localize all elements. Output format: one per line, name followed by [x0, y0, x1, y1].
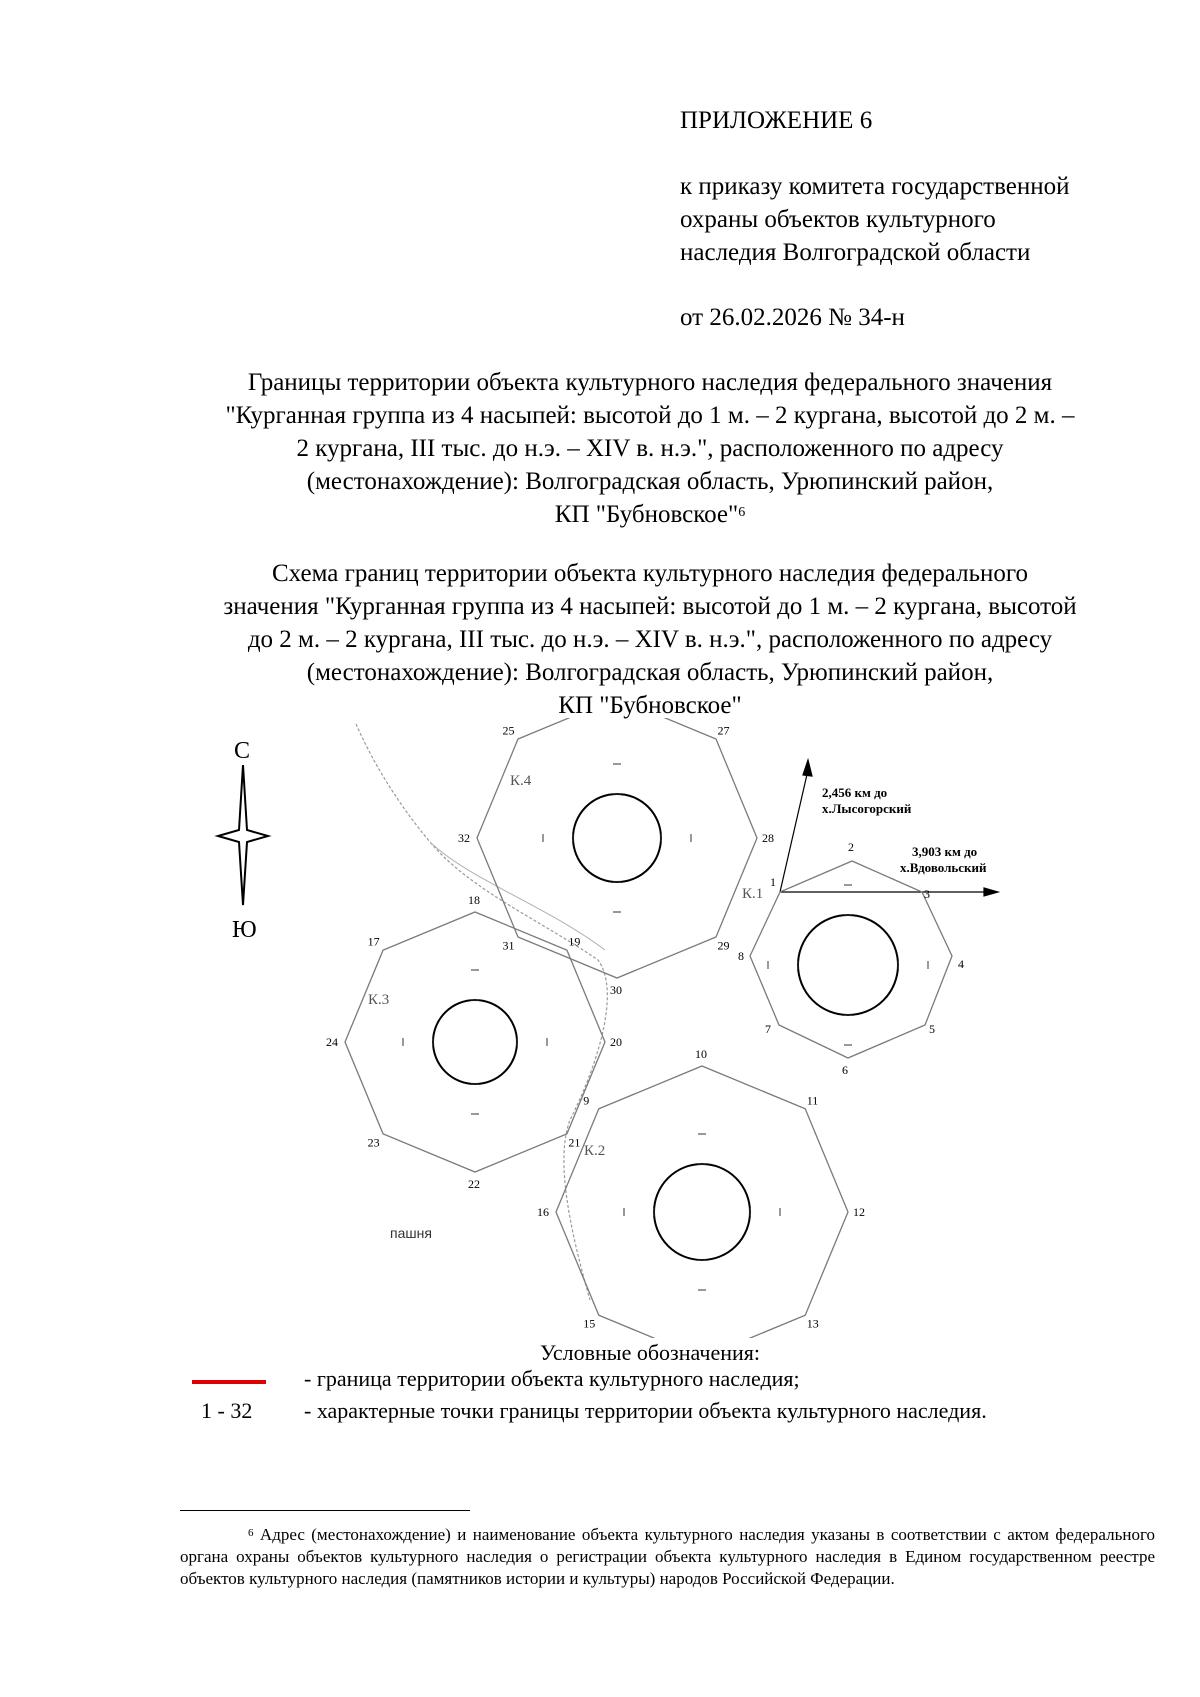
boundary-point-label: 2: [848, 840, 854, 854]
boundary-point-label: 12: [853, 1205, 865, 1219]
kurgan-3: [326, 893, 622, 1191]
direction-place-label: х.Лысогорский: [822, 801, 912, 816]
legend-points-symbol: 1 - 32: [201, 1398, 253, 1423]
boundary-point-label: 15: [583, 1316, 596, 1331]
boundary-point-label: 4: [958, 957, 964, 971]
boundary-point-label: 3: [924, 887, 930, 901]
boundary-point-label: 24: [326, 1035, 338, 1049]
scheme-title-line: (местонахождение): Волгоградская область, Урюпинский район,: [306, 659, 994, 686]
kurgan-boundary: [556, 1066, 848, 1338]
order-line: к приказу комитета государственной: [680, 173, 1070, 200]
title-line: КП "Бубновское": [554, 501, 739, 528]
order-line: наследия Волгоградской области: [680, 239, 1031, 266]
compass-north-label: С: [234, 738, 251, 764]
title-last-line: [150, 498, 1150, 531]
footnote-reference: 6: [738, 505, 746, 520]
boundary-point-label: 8: [738, 949, 744, 963]
kurgan-4: [458, 718, 774, 997]
legend-points-text: - характерные точки границы территории объекта культурного наследия.: [304, 1398, 987, 1423]
direction-arrows: [780, 760, 998, 896]
boundary-point-label: 20: [610, 1035, 622, 1049]
boundary-point-label: 13: [806, 1316, 819, 1331]
scheme-title-line: до 2 м. – 2 кургана, III тыс. до н.э. – XIV в. н.э.", расположенного по адресу: [247, 626, 1053, 653]
boundary-scheme-map: [190, 718, 1090, 1338]
boundary-point-label: 16: [537, 1205, 549, 1219]
kurgan-label: К.4: [510, 773, 532, 789]
footnote-text: Адрес (местонахождение) и наименование объекта культурного наследия указаны в соответствии с актом федерального органа охраны объектов культурного наследия о регистрации объекта культурного наследия в Едином государственном реестре объектов культурного наследия (памятников истории и культуры) народов Российской Федерации.: [180, 1525, 1155, 1588]
boundary-point-label: 1: [770, 875, 776, 889]
boundary-point-label: 25: [502, 723, 515, 738]
boundary-point-label: 6: [842, 1063, 848, 1077]
legend-boundary-swatch: [192, 1380, 266, 1384]
title-line: "Курганная группа из 4 насыпей: высотой до 1 м. – 2 кургана, высотой до 2 м. –: [225, 402, 1075, 429]
kurgan-1: [738, 840, 964, 1077]
kurgan-label: К.2: [584, 1143, 606, 1159]
boundary-point-label: 9: [583, 1093, 590, 1108]
title-line: Границы территории объекта культурного наследия федерального значения: [247, 369, 1053, 396]
legend-boundary-text: - граница территории объекта культурного наследия;: [304, 1366, 800, 1391]
boundary-point-label: 27: [717, 723, 730, 738]
boundary-point-label: 22: [468, 1177, 480, 1191]
kurgan-mound: [433, 1000, 517, 1084]
boundary-point-label: 10: [695, 1047, 707, 1061]
boundary-point-label: 17: [367, 934, 380, 949]
order-date-number: от 26.02.2026 № 34-н: [680, 304, 905, 331]
boundary-point-label: 5: [929, 1022, 935, 1036]
document-title: [150, 366, 1150, 531]
title-line: (местонахождение): Волгоградская область, Урюпинский район,: [306, 468, 994, 495]
direction-line-lysogorsky: [780, 770, 808, 892]
footnote-mark: 6: [248, 1527, 254, 1539]
footnote: [180, 1524, 1155, 1590]
compass-south-label: Ю: [232, 917, 257, 943]
order-line: охраны объектов культурного: [680, 206, 996, 233]
direction-distance-label: 2,456 км до: [822, 785, 888, 800]
arrow-head-icon: [984, 888, 998, 896]
legend-title: Условные обозначения:: [539, 1340, 761, 1365]
appendix-number: ПРИЛОЖЕНИЕ 6: [680, 107, 873, 134]
compass-rose: [218, 738, 268, 943]
kurgan-label: К.1: [742, 886, 764, 902]
boundary-point-label: 11: [806, 1093, 819, 1108]
kurgan-2: [537, 1047, 865, 1338]
direction-distance-label: 3,903 км до: [912, 844, 978, 859]
boundary-point-label: 7: [765, 1022, 771, 1036]
boundary-point-label: 31: [502, 938, 515, 953]
direction-place-label: х.Вдовольский: [900, 860, 987, 875]
boundary-point-label: 28: [762, 831, 774, 845]
kurgan-mound: [798, 915, 898, 1015]
kurgan-mound: [654, 1164, 750, 1260]
boundary-point-label: 19: [568, 934, 581, 949]
scheme-title: [150, 557, 1150, 722]
arrow-head-icon: [803, 760, 812, 776]
field-label: пашня: [390, 1225, 432, 1241]
compass-arrow-icon: [218, 765, 268, 905]
scheme-title-line: КП "Бубновское": [558, 692, 742, 719]
footnote-separator: [180, 1510, 470, 1511]
kurgan-label: К.3: [368, 992, 390, 1008]
boundary-point-label: 29: [717, 938, 730, 953]
boundary-point-label: 32: [458, 831, 470, 845]
kurgan-boundary: [477, 718, 757, 978]
field-boundary-line: [356, 724, 607, 1300]
boundary-point-label: 23: [367, 1135, 380, 1150]
scheme-title-line: Схема границ территории объекта культурного наследия федерального: [271, 560, 1029, 587]
kurgan-mound: [573, 794, 661, 882]
title-line: 2 кургана, III тыс. до н.э. – XIV в. н.э.", расположенного по адресу: [296, 435, 1004, 462]
boundary-point-label: 30: [610, 983, 622, 997]
boundary-point-label: 18: [468, 893, 480, 907]
boundary-point-label: 21: [568, 1135, 581, 1150]
order-reference-block: [680, 170, 1070, 269]
scheme-title-line: значения "Курганная группа из 4 насыпей: высотой до 1 м. – 2 кургана, высотой: [223, 593, 1077, 620]
